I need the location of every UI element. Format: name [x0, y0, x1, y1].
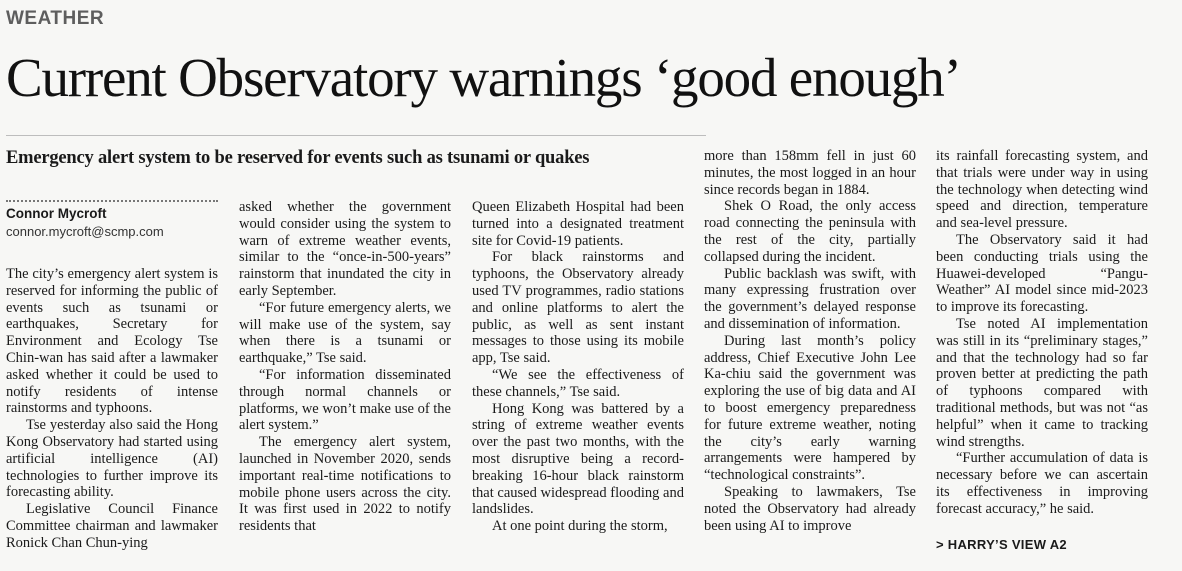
byline-divider	[6, 200, 218, 202]
paragraph: The emergency alert system, launched in November 2020, sends important real-time notifications to mobile phone users across the city. It was first used in 2022 to notify residents that	[239, 434, 451, 535]
paragraph: Speaking to lawmakers, Tse noted the Observatory had already been using AI to improve	[704, 483, 916, 534]
paragraph: During last month’s policy address, Chief Executive John Lee Ka-chiu said the government was exploring the use of big data and AI to boost emergency preparedness for future extreme weather, noting the city’s early warning arrangements were hampered by “technological constraints”.	[704, 332, 916, 484]
related-article-link[interactable]: > HARRY’S VIEW A2	[936, 537, 1067, 552]
section-label: WEATHER	[6, 8, 105, 29]
article-column-5	[936, 148, 1148, 518]
paragraph: Queen Elizabeth Hospital had been turned into a designated treatment site for Covid-19 patients.	[472, 199, 684, 249]
paragraph: At one point during the storm,	[492, 518, 668, 535]
paragraph: The city’s emergency alert system is reserved for informing the public of events such as tsunami or earthquakes, Secretary for Environment and Ecology Tse Chin-wan has said after a lawmaker asked whether it could be used to notify residents of intense rainstorms and typhoons.	[6, 266, 218, 417]
paragraph: “For information disseminated through normal channels or platforms, we won’t make use of the alert system.”	[239, 366, 451, 434]
paragraph: Shek O Road, the only access road connecting the peninsula with the rest of the city, partially collapsed during the incident.	[704, 198, 916, 265]
paragraph: its rainfall forecasting system, and that trials were under way in using the technology when detecting wind speed and direction, temperature and sea-level pressure.	[936, 148, 1148, 232]
article-column-3	[472, 199, 684, 535]
paragraph: Public backlash was swift, with many expressing frustration over the government’s delayed response and dissemination of information.	[704, 265, 916, 332]
paragraph: asked whether the government would consider using the system to warn of extreme weather events, similar to the “once-in-500-years” rainstorm that inundated the city in early September.	[239, 199, 451, 299]
paragraph: Hong Kong was battered by a string of extreme weather events over the past two months, with the most disruptive being a record-breaking 16-hour black rainstorm that caused widespread flooding and landslides.	[472, 400, 684, 518]
paragraph: Legislative Council Finance Committee chairman and lawmaker Ronick Chan Chun-ying	[6, 501, 218, 551]
author-name: Connor Mycroft	[6, 206, 107, 221]
article-column-2	[239, 199, 451, 535]
paragraph: more than 158mm fell in just 60 minutes, the most logged in an hour since records began in 1884.	[704, 148, 916, 198]
article-column-4	[704, 148, 916, 534]
headline: Current Observatory warnings ‘good enough’	[6, 47, 961, 108]
paragraph: For black rainstorms and typhoons, the Observatory already used TV programmes, radio stations and online platforms to alert the public, as well as sent instant messages to those using its mobile app, Tse said.	[472, 249, 684, 367]
subheadline: Emergency alert system to be reserved for events such as tsunami or quakes	[6, 148, 590, 168]
paragraph: “We see the effectiveness of these channels,” Tse said.	[472, 366, 684, 400]
paragraph: “For future emergency alerts, we will make use of the system, say when there is a tsunami or earthquake,” Tse said.	[239, 299, 451, 367]
paragraph: Tse yesterday also said the Hong Kong Observatory had started using artificial intelligence (AI) technologies to further improve its forecasting ability.	[6, 417, 218, 501]
paragraph: “Further accumulation of data is necessary before we can ascertain its effectiveness in improving forecast accuracy,” he said.	[936, 450, 1148, 517]
headline-divider	[6, 135, 706, 136]
paragraph: Tse noted AI implementation was still in its “preliminary stages,” and that the technology had so far proven better at predicting the path of typhoons compared with traditional methods, but was not “as helpful” when it came to tracking wind strengths.	[936, 315, 1148, 450]
author-email[interactable]: connor.mycroft@scmp.com	[6, 224, 164, 239]
article-column-1	[6, 266, 218, 552]
paragraph: The Observatory said it had been conducting trials using the Huawei-developed “Pangu-Weather” AI model since mid-2023 to improve its forecasting.	[936, 231, 1148, 316]
